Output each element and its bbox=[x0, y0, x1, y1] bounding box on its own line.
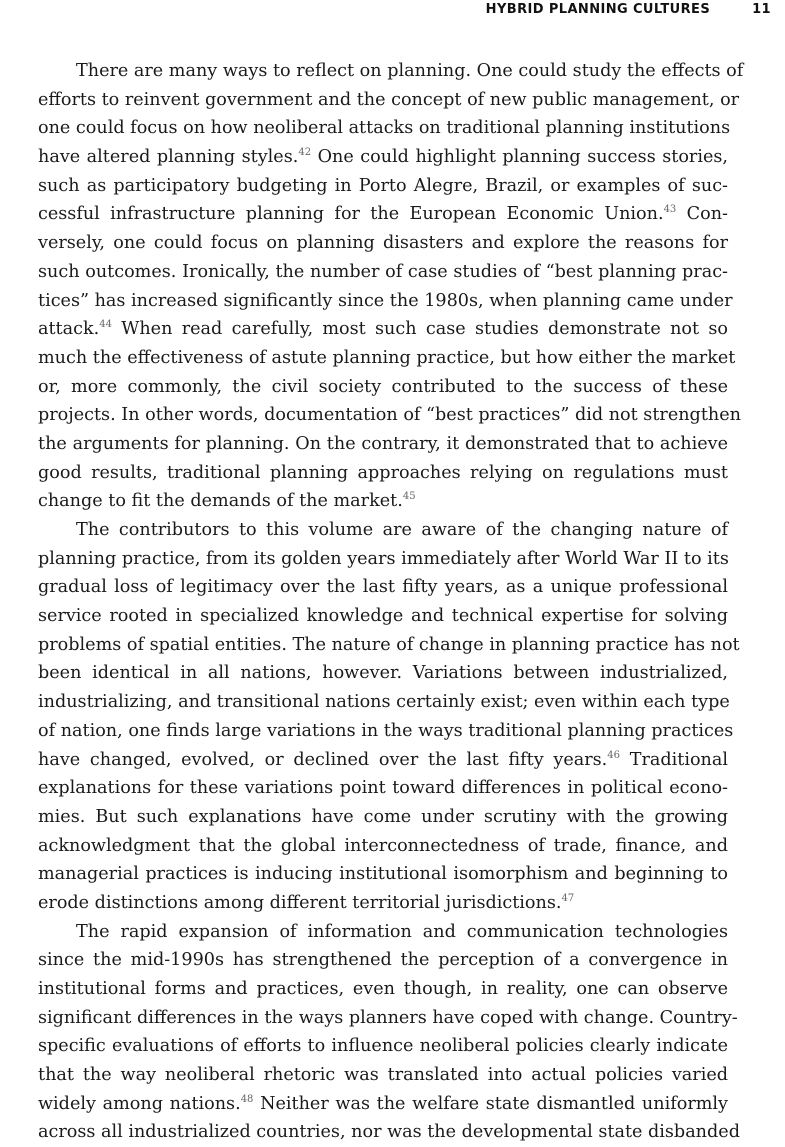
body-text bbox=[0, 57, 744, 1147]
text-line bbox=[0, 401, 741, 430]
line-text: Con- bbox=[676, 204, 728, 225]
text-line bbox=[0, 746, 728, 775]
line-text: managerial practices is inducing institutional isomorphism and beginning to bbox=[38, 864, 728, 885]
line-text: widely among nations. bbox=[38, 1093, 241, 1114]
text-line bbox=[0, 315, 728, 344]
text-line bbox=[0, 860, 728, 889]
line-text: good results, traditional planning approaches relying on regulations must bbox=[38, 462, 728, 483]
line-text: explanations for these variations point toward differences in political econo- bbox=[38, 778, 728, 799]
line-text: efforts to reinvent government and the concept of new public management, or bbox=[38, 89, 740, 110]
text-line bbox=[0, 659, 728, 688]
text-line bbox=[0, 344, 736, 373]
line-text: since the mid-1990s has strengthened the perception of a convergence in bbox=[38, 950, 728, 971]
line-text: have altered planning styles. bbox=[38, 147, 299, 168]
line-text: such as participatory budgeting in Porto Alegre, Brazil, or examples of suc- bbox=[38, 175, 728, 196]
line-text: cessful infrastructure planning for the European Economic Union. bbox=[38, 204, 664, 225]
text-line bbox=[0, 545, 728, 574]
line-text: Traditional bbox=[620, 749, 728, 770]
line-text: gradual loss of legitimacy over the last fifty years, as a unique professional bbox=[38, 577, 728, 598]
footnote-marker[interactable]: 44 bbox=[99, 319, 112, 331]
line-text: or, more commonly, the civil society contributed to the success of these bbox=[38, 376, 728, 397]
line-text: have changed, evolved, or declined over the last fifty years. bbox=[38, 749, 608, 770]
text-line bbox=[0, 516, 728, 545]
line-text: change to fit the demands of the market. bbox=[38, 491, 403, 512]
line-text: industrializing, and transitional nations certainly exist; even within each type bbox=[38, 692, 730, 713]
text-line bbox=[0, 975, 728, 1004]
text-line bbox=[0, 889, 728, 918]
text-line bbox=[0, 200, 728, 229]
text-line bbox=[0, 229, 728, 258]
text-line bbox=[0, 573, 728, 602]
footnote-marker[interactable]: 46 bbox=[607, 749, 621, 761]
line-text: tices” has increased significantly since the 1980s, when planning came under bbox=[38, 290, 733, 311]
paragraph bbox=[0, 516, 740, 918]
line-text: erode distinctions among different territorial jurisdictions. bbox=[38, 892, 562, 913]
line-text: that the way neoliberal rhetoric was translated into actual policies varied bbox=[38, 1065, 728, 1086]
line-text: institutional forms and practices, even though, in reality, one can observe bbox=[38, 979, 728, 999]
running-head bbox=[486, 0, 771, 18]
text-line bbox=[0, 172, 728, 201]
running-head-title: HYBRID PLANNING CULTURES bbox=[485, 1, 711, 17]
text-line bbox=[0, 57, 744, 86]
text-line bbox=[0, 803, 728, 832]
text-line bbox=[0, 774, 728, 803]
footnote-marker[interactable]: 42 bbox=[298, 147, 312, 159]
line-text: attack. bbox=[38, 319, 100, 340]
footnote-marker[interactable]: 47 bbox=[561, 892, 575, 904]
text-line bbox=[0, 143, 728, 172]
text-line bbox=[0, 287, 733, 316]
text-line bbox=[0, 918, 728, 947]
text-line bbox=[0, 602, 728, 631]
footnote-marker[interactable]: 45 bbox=[402, 491, 416, 503]
line-text: versely, one could focus on planning disasters and explore the reasons for bbox=[38, 233, 728, 254]
line-text: such outcomes. Ironically, the number of case studies of “best planning prac- bbox=[38, 261, 728, 282]
text-line bbox=[0, 1004, 738, 1033]
line-text: across all industrialized countries, nor was the developmental state disbanded bbox=[38, 1122, 740, 1143]
paragraph bbox=[0, 57, 744, 516]
footnote-marker[interactable]: 48 bbox=[240, 1093, 254, 1105]
line-text: the arguments for planning. On the contrary, it demonstrated that to achieve bbox=[38, 433, 728, 454]
line-text: Neither was the welfare state dismantled uniformly bbox=[253, 1093, 728, 1114]
text-line bbox=[0, 114, 731, 143]
text-line bbox=[0, 1090, 728, 1119]
text-line bbox=[0, 688, 728, 717]
text-line bbox=[0, 1061, 728, 1090]
line-text: When read carefully, most such case studies demonstrate not so bbox=[111, 319, 728, 340]
text-line bbox=[0, 373, 728, 402]
line-text: problems of spatial entities. The nature of change in planning practice has not bbox=[38, 634, 740, 655]
text-line bbox=[0, 258, 728, 287]
line-text: of nation, one finds large variations in the ways traditional planning practices bbox=[38, 720, 734, 741]
line-text: acknowledgment that the global interconnectedness of trade, finance, and bbox=[38, 835, 728, 856]
line-text: much the effectiveness of astute planning practice, but how either the market bbox=[38, 347, 736, 368]
footnote-marker[interactable]: 43 bbox=[663, 204, 677, 216]
line-text: There are many ways to reflect on planning. One could study the effects of bbox=[76, 61, 744, 81]
text-line bbox=[0, 459, 728, 488]
line-text: One could highlight planning success stories, bbox=[311, 147, 728, 168]
text-line bbox=[0, 1032, 728, 1061]
line-text: been identical in all nations, however. Variations between industrialized, bbox=[38, 663, 728, 684]
text-line bbox=[0, 717, 734, 746]
line-text: service rooted in specialized knowledge and technical expertise for solving bbox=[38, 606, 728, 627]
line-text: The contributors to this volume are aware of the changing nature of bbox=[76, 520, 728, 540]
paragraph bbox=[0, 918, 740, 1147]
text-line bbox=[0, 946, 728, 975]
text-line bbox=[0, 86, 740, 115]
line-text: The rapid expansion of information and communication technologies bbox=[76, 921, 728, 942]
page-number: 11 bbox=[752, 1, 771, 17]
text-line bbox=[0, 430, 728, 459]
line-text: projects. In other words, documentation of “best practices” did not strengthen bbox=[38, 405, 741, 426]
line-text: one could focus on how neoliberal attacks on traditional planning institutions bbox=[38, 118, 731, 139]
line-text: planning practice, from its golden years immediately after World War II to its bbox=[38, 548, 729, 569]
text-line bbox=[0, 1118, 740, 1147]
text-line bbox=[0, 631, 740, 660]
line-text: significant differences in the ways planners have coped with change. Country- bbox=[38, 1007, 738, 1028]
text-line bbox=[0, 487, 728, 516]
line-text: mies. But such explanations have come under scrutiny with the growing bbox=[38, 806, 728, 827]
text-line bbox=[0, 832, 728, 861]
line-text: specific evaluations of efforts to influence neoliberal policies clearly indicate bbox=[38, 1036, 728, 1057]
